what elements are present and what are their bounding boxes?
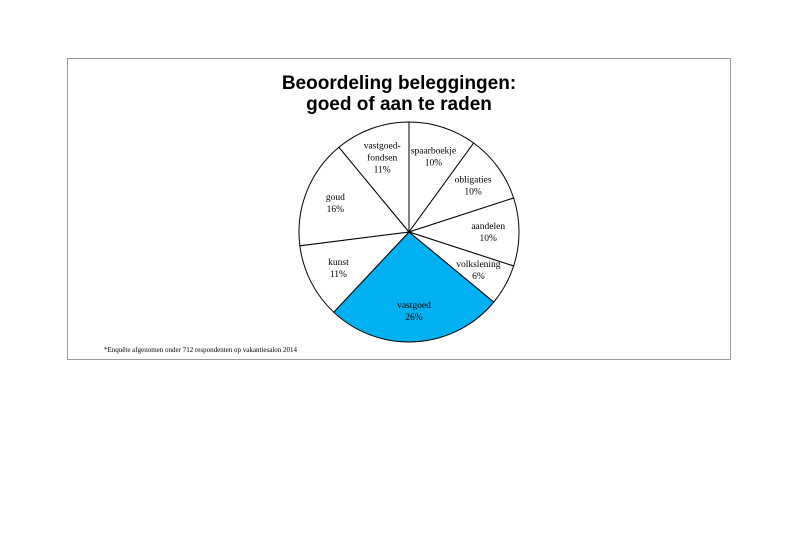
pie-slice-label-3: volkslening xyxy=(456,260,501,271)
pie-slice-value-label-6: 16% xyxy=(326,204,345,215)
chart-title-line-1: Beoordeling beleggingen: xyxy=(281,73,517,94)
pie-slice-label-6: goud xyxy=(325,192,345,203)
pie-slice-label-7: vastgoed- xyxy=(363,141,401,152)
pie-slice-value-label-0: 10% xyxy=(424,158,443,169)
pie-slice-label-5: kunst xyxy=(328,257,349,268)
pie-slice-value-label-5: 11% xyxy=(329,269,347,280)
pie-slice-value-label-3: 6% xyxy=(472,272,485,283)
pie-slice-value-label-7: 11% xyxy=(373,165,391,176)
pie-slice-label-2: aandelen xyxy=(471,222,506,232)
chart-title-line-2: goed of aan te raden xyxy=(306,94,492,115)
pie-slice-label-0: spaarboekje xyxy=(410,146,457,157)
pie-slice-value-label-1: 10% xyxy=(464,187,482,198)
pie-slice-label-4: vastgoed xyxy=(397,301,431,312)
pie-slice-label-7: fondsen xyxy=(367,153,398,164)
chart-footnote: *Enquête afgenomen onder 712 respondenten op vakantiesalon 2014 xyxy=(104,346,298,354)
chart-frame xyxy=(67,58,731,360)
pie-chart xyxy=(68,59,730,359)
pie-slice-label-1: obligaties xyxy=(454,175,492,186)
pie-slice-value-label-2: 10% xyxy=(479,234,497,244)
pie-slice-value-label-4: 26% xyxy=(405,313,423,324)
